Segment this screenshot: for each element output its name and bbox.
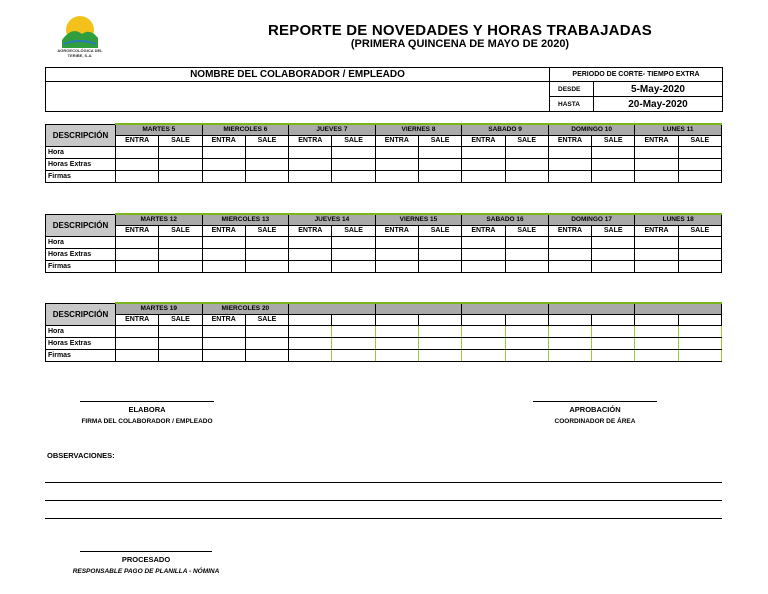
- time-entry-cell[interactable]: [462, 338, 505, 350]
- time-entry-cell[interactable]: [418, 147, 461, 159]
- day-header: MARTES 5: [116, 124, 203, 136]
- row-label: Horas Extras: [46, 338, 116, 350]
- sale-header: SALE: [332, 136, 375, 147]
- time-entry-cell[interactable]: [202, 350, 245, 362]
- entra-header: ENTRA: [289, 226, 332, 237]
- sale-header: SALE: [245, 315, 288, 326]
- sale-header: SALE: [332, 226, 375, 237]
- time-entry-cell[interactable]: [245, 171, 288, 183]
- time-entry-cell[interactable]: [678, 338, 721, 350]
- time-entry-cell[interactable]: [202, 249, 245, 261]
- day-header: [462, 303, 549, 315]
- desde-value: 5-May-2020: [594, 82, 723, 97]
- observaciones-label: OBSERVACIONES:: [47, 451, 115, 460]
- sale-header: SALE: [159, 226, 202, 237]
- time-entry-cell[interactable]: [592, 326, 635, 338]
- day-header: [289, 303, 376, 315]
- time-entry-cell[interactable]: [375, 326, 418, 338]
- elabora-signature-line: [80, 401, 214, 402]
- time-entry-cell[interactable]: [245, 237, 288, 249]
- time-entry-cell[interactable]: [418, 326, 461, 338]
- sale-header: SALE: [418, 136, 461, 147]
- day-header: [548, 303, 635, 315]
- time-entry-cell[interactable]: [592, 249, 635, 261]
- time-entry-cell[interactable]: [548, 338, 591, 350]
- elabora-sublabel: FIRMA DEL COLABORADOR / EMPLEADO: [81, 418, 213, 425]
- time-entry-cell[interactable]: [505, 350, 548, 362]
- desde-label: DESDE: [550, 82, 594, 97]
- time-entry-cell[interactable]: [375, 237, 418, 249]
- entra-header: ENTRA: [375, 226, 418, 237]
- time-entry-cell[interactable]: [462, 171, 505, 183]
- time-entry-cell[interactable]: [116, 326, 159, 338]
- time-entry-cell[interactable]: [505, 326, 548, 338]
- procesado-sublabel: RESPONSABLE PAGO DE PLANILLA - NÓMINA: [72, 568, 220, 575]
- time-entry-cell[interactable]: [159, 159, 202, 171]
- time-entry-cell[interactable]: [635, 147, 678, 159]
- entra-header: ENTRA: [462, 226, 505, 237]
- time-entry-cell[interactable]: [202, 147, 245, 159]
- time-entry-cell[interactable]: [462, 326, 505, 338]
- hasta-label: HASTA: [550, 97, 594, 112]
- time-entry-cell[interactable]: [289, 159, 332, 171]
- time-entry-cell[interactable]: [375, 350, 418, 362]
- time-entry-cell[interactable]: [548, 159, 591, 171]
- time-entry-cell[interactable]: [202, 261, 245, 273]
- row-label: Firmas: [46, 261, 116, 273]
- sale-header: SALE: [245, 136, 288, 147]
- time-entry-cell[interactable]: [332, 249, 375, 261]
- time-entry-cell[interactable]: [505, 261, 548, 273]
- time-entry-cell[interactable]: [592, 159, 635, 171]
- time-entry-cell[interactable]: [678, 159, 721, 171]
- day-header: MIERCOLES 20: [202, 303, 289, 315]
- week-table-3: [45, 302, 722, 362]
- entra-header: ENTRA: [116, 315, 159, 326]
- time-entry-cell[interactable]: [116, 147, 159, 159]
- sale-header: [592, 315, 635, 326]
- entra-header: ENTRA: [289, 136, 332, 147]
- time-entry-cell[interactable]: [159, 147, 202, 159]
- day-header: MIERCOLES 13: [202, 214, 289, 226]
- time-entry-cell[interactable]: [462, 147, 505, 159]
- time-entry-cell[interactable]: [635, 237, 678, 249]
- time-entry-cell[interactable]: [635, 261, 678, 273]
- time-entry-cell[interactable]: [678, 326, 721, 338]
- time-entry-cell[interactable]: [505, 338, 548, 350]
- time-entry-cell[interactable]: [635, 249, 678, 261]
- time-entry-cell[interactable]: [635, 326, 678, 338]
- time-entry-cell[interactable]: [505, 147, 548, 159]
- time-entry-cell[interactable]: [505, 171, 548, 183]
- day-header: MARTES 19: [116, 303, 203, 315]
- sale-header: SALE: [592, 226, 635, 237]
- time-entry-cell[interactable]: [548, 147, 591, 159]
- time-entry-cell[interactable]: [635, 338, 678, 350]
- time-entry-cell[interactable]: [289, 261, 332, 273]
- day-header: JUEVES 7: [289, 124, 376, 136]
- week-table-2: [45, 213, 722, 273]
- week-table-1: [45, 123, 722, 183]
- day-header: LUNES 11: [635, 124, 722, 136]
- entra-header: ENTRA: [635, 136, 678, 147]
- sale-header: [505, 315, 548, 326]
- day-header: VIERNES 8: [375, 124, 462, 136]
- time-entry-cell[interactable]: [202, 237, 245, 249]
- time-entry-cell[interactable]: [289, 171, 332, 183]
- time-entry-cell[interactable]: [678, 249, 721, 261]
- time-entry-cell[interactable]: [245, 147, 288, 159]
- time-entry-cell[interactable]: [418, 171, 461, 183]
- row-label: Horas Extras: [46, 159, 116, 171]
- day-header: JUEVES 14: [289, 214, 376, 226]
- observaciones-line[interactable]: [45, 518, 722, 519]
- time-entry-cell[interactable]: [245, 249, 288, 261]
- time-entry-cell[interactable]: [678, 261, 721, 273]
- day-header: DOMINGO 17: [548, 214, 635, 226]
- time-entry-cell[interactable]: [116, 338, 159, 350]
- time-entry-cell[interactable]: [245, 326, 288, 338]
- time-entry-cell[interactable]: [159, 237, 202, 249]
- sale-header: [332, 315, 375, 326]
- time-entry-cell[interactable]: [505, 249, 548, 261]
- time-entry-cell[interactable]: [635, 350, 678, 362]
- day-header: [375, 303, 462, 315]
- entra-header: ENTRA: [635, 226, 678, 237]
- logo-text: AGROECOLÓGICA DEL TERIBE, S.A.: [57, 48, 103, 58]
- time-entry-cell[interactable]: [289, 237, 332, 249]
- employee-name-field[interactable]: [46, 82, 550, 112]
- time-entry-cell[interactable]: [332, 159, 375, 171]
- time-entry-cell[interactable]: [159, 326, 202, 338]
- sale-header: SALE: [159, 315, 202, 326]
- time-entry-cell[interactable]: [592, 237, 635, 249]
- sale-header: SALE: [678, 136, 721, 147]
- time-entry-cell[interactable]: [462, 237, 505, 249]
- time-entry-cell[interactable]: [159, 249, 202, 261]
- row-label: Firmas: [46, 171, 116, 183]
- time-entry-cell[interactable]: [332, 350, 375, 362]
- time-entry-cell[interactable]: [289, 147, 332, 159]
- entra-header: ENTRA: [548, 136, 591, 147]
- time-entry-cell[interactable]: [548, 171, 591, 183]
- entra-header: ENTRA: [116, 226, 159, 237]
- time-entry-cell[interactable]: [289, 350, 332, 362]
- sale-header: [678, 315, 721, 326]
- time-entry-cell[interactable]: [332, 338, 375, 350]
- time-entry-cell[interactable]: [245, 338, 288, 350]
- time-entry-cell[interactable]: [116, 261, 159, 273]
- sale-header: [418, 315, 461, 326]
- sale-header: SALE: [505, 226, 548, 237]
- aprobacion-signature-line: [533, 401, 657, 402]
- time-entry-cell[interactable]: [116, 159, 159, 171]
- time-entry-cell[interactable]: [548, 261, 591, 273]
- time-entry-cell[interactable]: [332, 261, 375, 273]
- procesado-label: PROCESADO: [121, 555, 171, 564]
- entra-header: ENTRA: [375, 136, 418, 147]
- time-entry-cell[interactable]: [159, 171, 202, 183]
- observaciones-line[interactable]: [45, 482, 722, 483]
- page-subtitle: (PRIMERA QUINCENA DE MAYO DE 2020): [350, 38, 570, 50]
- entra-header: [548, 315, 591, 326]
- time-entry-cell[interactable]: [332, 326, 375, 338]
- time-entry-cell[interactable]: [462, 159, 505, 171]
- time-entry-cell[interactable]: [505, 159, 548, 171]
- time-entry-cell[interactable]: [635, 159, 678, 171]
- time-entry-cell[interactable]: [375, 171, 418, 183]
- time-entry-cell[interactable]: [375, 261, 418, 273]
- time-entry-cell[interactable]: [678, 147, 721, 159]
- time-entry-cell[interactable]: [375, 159, 418, 171]
- day-header: [635, 303, 722, 315]
- time-entry-cell[interactable]: [245, 350, 288, 362]
- entra-header: [462, 315, 505, 326]
- time-entry-cell[interactable]: [159, 261, 202, 273]
- sale-header: SALE: [245, 226, 288, 237]
- sale-header: SALE: [159, 136, 202, 147]
- time-entry-cell[interactable]: [678, 237, 721, 249]
- time-entry-cell[interactable]: [375, 147, 418, 159]
- time-entry-cell[interactable]: [592, 171, 635, 183]
- sale-header: SALE: [505, 136, 548, 147]
- time-entry-cell[interactable]: [202, 159, 245, 171]
- time-entry-cell[interactable]: [592, 261, 635, 273]
- time-entry-cell[interactable]: [418, 249, 461, 261]
- time-entry-cell[interactable]: [418, 338, 461, 350]
- entra-header: [635, 315, 678, 326]
- time-entry-cell[interactable]: [548, 350, 591, 362]
- time-entry-cell[interactable]: [678, 350, 721, 362]
- time-entry-cell[interactable]: [592, 338, 635, 350]
- aprobacion-sublabel: COORDINADOR DE ÁREA: [554, 418, 636, 425]
- time-entry-cell[interactable]: [375, 338, 418, 350]
- entra-header: ENTRA: [548, 226, 591, 237]
- time-entry-cell[interactable]: [289, 249, 332, 261]
- time-entry-cell[interactable]: [462, 249, 505, 261]
- entra-header: [375, 315, 418, 326]
- row-label: Horas Extras: [46, 249, 116, 261]
- time-entry-cell[interactable]: [332, 237, 375, 249]
- row-label: Hora: [46, 147, 116, 159]
- row-label: Firmas: [46, 350, 116, 362]
- time-entry-cell[interactable]: [592, 350, 635, 362]
- hasta-value: 20-May-2020: [594, 97, 723, 112]
- row-label: Hora: [46, 326, 116, 338]
- entra-header: ENTRA: [116, 136, 159, 147]
- day-header: MARTES 12: [116, 214, 203, 226]
- day-header: SABADO 16: [462, 214, 549, 226]
- time-entry-cell[interactable]: [202, 171, 245, 183]
- time-entry-cell[interactable]: [202, 326, 245, 338]
- time-entry-cell[interactable]: [505, 237, 548, 249]
- time-entry-cell[interactable]: [592, 147, 635, 159]
- employee-period-header: [45, 67, 723, 112]
- time-entry-cell[interactable]: [245, 159, 288, 171]
- time-entry-cell[interactable]: [332, 147, 375, 159]
- time-entry-cell[interactable]: [548, 237, 591, 249]
- page-title: REPORTE DE NOVEDADES Y HORAS TRABAJADAS: [268, 22, 652, 39]
- employee-label: NOMBRE DEL COLABORADOR / EMPLEADO: [46, 68, 550, 82]
- procesado-signature-line: [80, 551, 212, 552]
- time-entry-cell[interactable]: [245, 261, 288, 273]
- time-entry-cell[interactable]: [418, 350, 461, 362]
- elabora-label: ELABORA: [128, 405, 166, 414]
- time-entry-cell[interactable]: [202, 338, 245, 350]
- day-header: VIERNES 15: [375, 214, 462, 226]
- time-entry-cell[interactable]: [116, 350, 159, 362]
- time-entry-cell[interactable]: [375, 249, 418, 261]
- descripcion-header: DESCRIPCIÓN: [46, 214, 116, 237]
- time-entry-cell[interactable]: [116, 171, 159, 183]
- observaciones-line[interactable]: [45, 500, 722, 501]
- time-entry-cell[interactable]: [548, 326, 591, 338]
- sale-header: SALE: [418, 226, 461, 237]
- time-entry-cell[interactable]: [159, 350, 202, 362]
- time-entry-cell[interactable]: [289, 326, 332, 338]
- aprobacion-label: APROBACIÓN: [569, 405, 621, 414]
- time-entry-cell[interactable]: [462, 350, 505, 362]
- entra-header: ENTRA: [202, 315, 245, 326]
- time-entry-cell[interactable]: [635, 171, 678, 183]
- time-entry-cell[interactable]: [332, 171, 375, 183]
- time-entry-cell[interactable]: [418, 237, 461, 249]
- day-header: SABADO 9: [462, 124, 549, 136]
- day-header: MIERCOLES 6: [202, 124, 289, 136]
- sale-header: SALE: [592, 136, 635, 147]
- entra-header: ENTRA: [202, 226, 245, 237]
- sale-header: SALE: [678, 226, 721, 237]
- day-header: LUNES 18: [635, 214, 722, 226]
- descripcion-header: DESCRIPCIÓN: [46, 124, 116, 147]
- time-entry-cell[interactable]: [462, 261, 505, 273]
- day-header: DOMINGO 10: [548, 124, 635, 136]
- time-entry-cell[interactable]: [289, 338, 332, 350]
- period-label: PERIODO DE CORTE- TIEMPO EXTRA: [550, 68, 723, 82]
- time-entry-cell[interactable]: [418, 159, 461, 171]
- entra-header: ENTRA: [202, 136, 245, 147]
- time-entry-cell[interactable]: [116, 249, 159, 261]
- time-entry-cell[interactable]: [159, 338, 202, 350]
- time-entry-cell[interactable]: [678, 171, 721, 183]
- time-entry-cell[interactable]: [418, 261, 461, 273]
- entra-header: ENTRA: [462, 136, 505, 147]
- descripcion-header: DESCRIPCIÓN: [46, 303, 116, 326]
- time-entry-cell[interactable]: [548, 249, 591, 261]
- row-label: Hora: [46, 237, 116, 249]
- entra-header: [289, 315, 332, 326]
- time-entry-cell[interactable]: [116, 237, 159, 249]
